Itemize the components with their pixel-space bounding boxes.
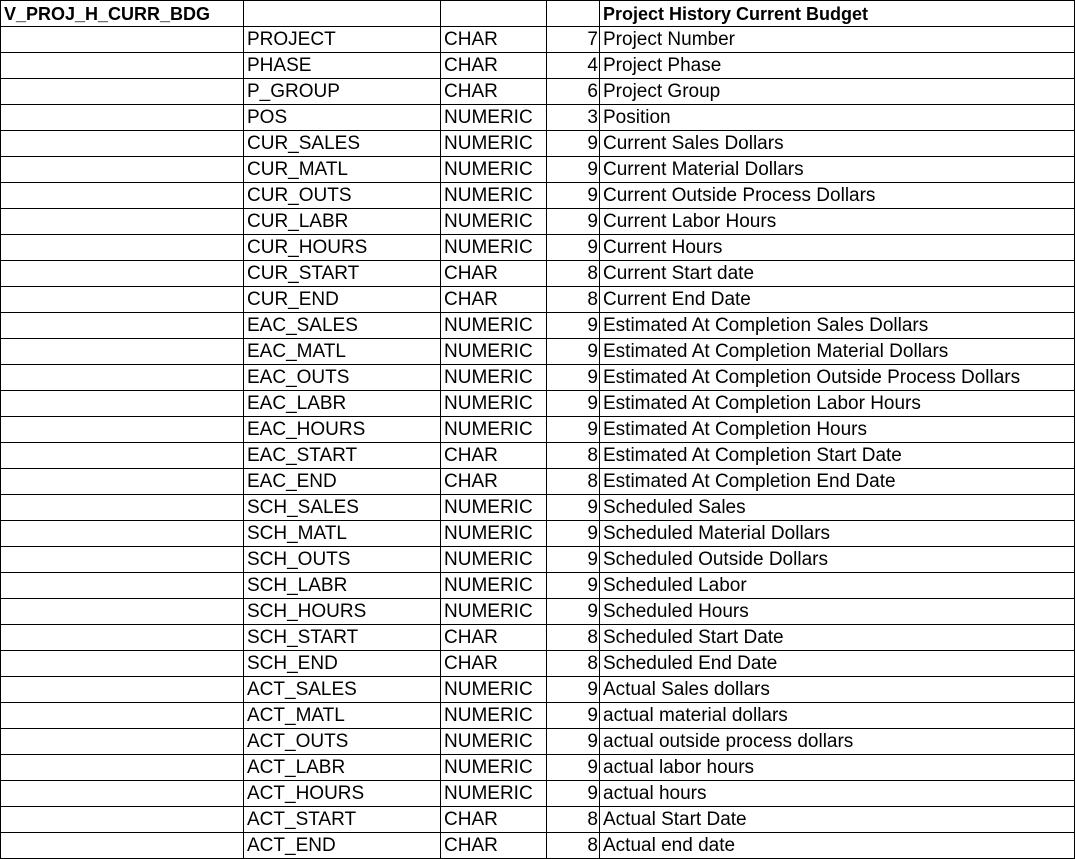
field-length-cell[interactable]: 9 — [547, 495, 600, 521]
field-name-cell[interactable]: ACT_SALES — [244, 677, 441, 703]
empty-cell[interactable] — [244, 1, 441, 27]
field-length-cell[interactable]: 9 — [547, 599, 600, 625]
table-row — [1, 547, 1075, 573]
field-length-cell[interactable]: 8 — [547, 625, 600, 651]
table-row — [1, 807, 1075, 833]
field-description-cell[interactable]: Scheduled End Date — [600, 651, 1075, 677]
field-type-cell[interactable]: NUMERIC — [441, 521, 547, 547]
field-name-cell[interactable]: CUR_START — [244, 261, 441, 287]
field-name-cell[interactable]: SCH_MATL — [244, 521, 441, 547]
field-type-cell[interactable]: NUMERIC — [441, 417, 547, 443]
field-type-cell[interactable]: CHAR — [441, 833, 547, 859]
field-description-cell[interactable]: Actual Start Date — [600, 807, 1075, 833]
field-name-cell[interactable]: SCH_END — [244, 651, 441, 677]
table-row — [1, 729, 1075, 755]
field-type-cell[interactable]: NUMERIC — [441, 105, 547, 131]
field-description-cell[interactable]: Current Outside Process Dollars — [600, 183, 1075, 209]
empty-cell[interactable] — [1, 339, 244, 365]
table-row — [1, 651, 1075, 677]
field-type-cell[interactable]: NUMERIC — [441, 729, 547, 755]
field-description-cell[interactable]: Project Number — [600, 27, 1075, 53]
field-length-cell[interactable]: 9 — [547, 235, 600, 261]
table-row — [1, 209, 1075, 235]
field-type-cell[interactable]: NUMERIC — [441, 365, 547, 391]
table-row — [1, 781, 1075, 807]
empty-cell[interactable] — [1, 313, 244, 339]
table-row — [1, 365, 1075, 391]
table-row — [1, 833, 1075, 859]
table-row — [1, 417, 1075, 443]
field-type-cell[interactable]: CHAR — [441, 469, 547, 495]
table-row — [1, 755, 1075, 781]
table-row — [1, 677, 1075, 703]
field-type-cell[interactable]: CHAR — [441, 287, 547, 313]
field-description-cell[interactable]: Actual Sales dollars — [600, 677, 1075, 703]
table-row — [1, 625, 1075, 651]
field-length-cell[interactable]: 9 — [547, 131, 600, 157]
field-type-cell[interactable]: NUMERIC — [441, 781, 547, 807]
field-name-cell[interactable]: SCH_LABR — [244, 573, 441, 599]
field-name-cell[interactable]: ACT_HOURS — [244, 781, 441, 807]
empty-cell[interactable] — [1, 781, 244, 807]
field-description-cell[interactable]: Scheduled Sales — [600, 495, 1075, 521]
field-type-cell[interactable]: NUMERIC — [441, 599, 547, 625]
field-description-cell[interactable]: Estimated At Completion Hours — [600, 417, 1075, 443]
empty-cell[interactable] — [1, 599, 244, 625]
field-name-cell[interactable]: CUR_SALES — [244, 131, 441, 157]
empty-cell[interactable] — [1, 547, 244, 573]
table-row — [1, 27, 1075, 53]
empty-cell[interactable] — [1, 79, 244, 105]
field-type-cell[interactable]: CHAR — [441, 261, 547, 287]
field-length-cell[interactable]: 9 — [547, 209, 600, 235]
table-row — [1, 79, 1075, 105]
empty-cell[interactable] — [1, 755, 244, 781]
field-type-cell[interactable]: CHAR — [441, 443, 547, 469]
field-type-cell[interactable]: NUMERIC — [441, 677, 547, 703]
field-length-cell[interactable]: 3 — [547, 105, 600, 131]
table-row — [1, 573, 1075, 599]
field-description-cell[interactable]: actual material dollars — [600, 703, 1075, 729]
table-name-cell[interactable]: V_PROJ_H_CURR_BDG — [1, 1, 244, 27]
field-type-cell[interactable]: CHAR — [441, 807, 547, 833]
field-name-cell[interactable]: CUR_HOURS — [244, 235, 441, 261]
field-length-cell[interactable]: 9 — [547, 313, 600, 339]
table-row — [1, 313, 1075, 339]
empty-cell[interactable] — [1, 729, 244, 755]
field-name-cell[interactable]: EAC_END — [244, 469, 441, 495]
table-row — [1, 443, 1075, 469]
empty-cell[interactable] — [547, 1, 600, 27]
field-type-cell[interactable]: NUMERIC — [441, 183, 547, 209]
field-type-cell[interactable]: CHAR — [441, 27, 547, 53]
field-type-cell[interactable]: NUMERIC — [441, 209, 547, 235]
field-description-cell[interactable]: Current End Date — [600, 287, 1075, 313]
empty-cell[interactable] — [1, 469, 244, 495]
field-description-cell[interactable]: actual hours — [600, 781, 1075, 807]
field-name-cell[interactable]: PROJECT — [244, 27, 441, 53]
field-type-cell[interactable]: CHAR — [441, 53, 547, 79]
field-name-cell[interactable]: ACT_MATL — [244, 703, 441, 729]
field-type-cell[interactable]: NUMERIC — [441, 235, 547, 261]
field-type-cell[interactable]: NUMERIC — [441, 755, 547, 781]
empty-cell[interactable] — [441, 1, 547, 27]
field-description-cell[interactable]: Current Material Dollars — [600, 157, 1075, 183]
empty-cell[interactable] — [1, 365, 244, 391]
table-row — [1, 157, 1075, 183]
field-type-cell[interactable]: CHAR — [441, 625, 547, 651]
field-length-cell[interactable]: 9 — [547, 703, 600, 729]
field-type-cell[interactable]: NUMERIC — [441, 157, 547, 183]
field-length-cell[interactable]: 9 — [547, 573, 600, 599]
field-description-cell[interactable]: Scheduled Material Dollars — [600, 521, 1075, 547]
empty-cell[interactable] — [1, 443, 244, 469]
table-row — [1, 53, 1075, 79]
empty-cell[interactable] — [1, 677, 244, 703]
field-type-cell[interactable]: NUMERIC — [441, 313, 547, 339]
field-description-cell[interactable]: Estimated At Completion Labor Hours — [600, 391, 1075, 417]
field-description-cell[interactable]: Estimated At Completion Material Dollars — [600, 339, 1075, 365]
field-length-cell[interactable]: 8 — [547, 807, 600, 833]
field-name-cell[interactable]: SCH_HOURS — [244, 599, 441, 625]
field-name-cell[interactable]: ACT_END — [244, 833, 441, 859]
table-row — [1, 339, 1075, 365]
field-name-cell[interactable]: EAC_MATL — [244, 339, 441, 365]
empty-cell[interactable] — [1, 27, 244, 53]
field-name-cell[interactable]: EAC_OUTS — [244, 365, 441, 391]
field-length-cell[interactable]: 8 — [547, 651, 600, 677]
empty-cell[interactable] — [1, 521, 244, 547]
empty-cell[interactable] — [1, 391, 244, 417]
table-row — [1, 469, 1075, 495]
field-description-cell[interactable]: actual outside process dollars — [600, 729, 1075, 755]
field-name-cell[interactable]: EAC_SALES — [244, 313, 441, 339]
field-length-cell[interactable]: 9 — [547, 781, 600, 807]
field-length-cell[interactable]: 9 — [547, 183, 600, 209]
field-name-cell[interactable]: CUR_OUTS — [244, 183, 441, 209]
field-description-cell[interactable]: actual labor hours — [600, 755, 1075, 781]
field-type-cell[interactable]: NUMERIC — [441, 703, 547, 729]
field-type-cell[interactable]: NUMERIC — [441, 573, 547, 599]
field-type-cell[interactable]: NUMERIC — [441, 391, 547, 417]
field-name-cell[interactable]: ACT_START — [244, 807, 441, 833]
table-row — [1, 599, 1075, 625]
field-length-cell[interactable]: 9 — [547, 677, 600, 703]
empty-cell[interactable] — [1, 261, 244, 287]
empty-cell[interactable] — [1, 833, 244, 859]
field-description-cell[interactable]: Scheduled Hours — [600, 599, 1075, 625]
field-name-cell[interactable]: P_GROUP — [244, 79, 441, 105]
field-name-cell[interactable]: ACT_LABR — [244, 755, 441, 781]
field-type-cell[interactable]: CHAR — [441, 79, 547, 105]
empty-cell[interactable] — [1, 131, 244, 157]
field-length-cell[interactable]: 9 — [547, 521, 600, 547]
field-name-cell[interactable]: CUR_MATL — [244, 157, 441, 183]
empty-cell[interactable] — [1, 651, 244, 677]
field-name-cell[interactable]: SCH_OUTS — [244, 547, 441, 573]
field-type-cell[interactable]: NUMERIC — [441, 495, 547, 521]
field-length-cell[interactable]: 9 — [547, 157, 600, 183]
empty-cell[interactable] — [1, 157, 244, 183]
field-name-cell[interactable]: SCH_START — [244, 625, 441, 651]
table-row — [1, 235, 1075, 261]
empty-cell[interactable] — [1, 287, 244, 313]
table-row — [1, 131, 1075, 157]
field-description-cell[interactable]: Scheduled Labor — [600, 573, 1075, 599]
table-row — [1, 261, 1075, 287]
field-type-cell[interactable]: NUMERIC — [441, 339, 547, 365]
field-name-cell[interactable]: PHASE — [244, 53, 441, 79]
empty-cell[interactable] — [1, 625, 244, 651]
field-length-cell[interactable]: 8 — [547, 261, 600, 287]
field-description-cell[interactable]: Estimated At Completion Start Date — [600, 443, 1075, 469]
empty-cell[interactable] — [1, 209, 244, 235]
table-row — [1, 287, 1075, 313]
field-description-cell[interactable]: Current Labor Hours — [600, 209, 1075, 235]
empty-cell[interactable] — [1, 573, 244, 599]
field-description-cell[interactable]: Current Hours — [600, 235, 1075, 261]
field-length-cell[interactable]: 9 — [547, 547, 600, 573]
field-length-cell[interactable]: 9 — [547, 755, 600, 781]
field-name-cell[interactable]: CUR_END — [244, 287, 441, 313]
table-title-cell[interactable]: Project History Current Budget — [600, 1, 1075, 27]
field-length-cell[interactable]: 9 — [547, 339, 600, 365]
field-length-cell[interactable]: 9 — [547, 365, 600, 391]
table-row — [1, 521, 1075, 547]
field-description-cell[interactable]: Project Group — [600, 79, 1075, 105]
header-row — [1, 1, 1075, 27]
table-row — [1, 703, 1075, 729]
field-description-cell[interactable]: Project Phase — [600, 53, 1075, 79]
empty-cell[interactable] — [1, 183, 244, 209]
field-description-cell[interactable]: Estimated At Completion Outside Process Dollars — [600, 365, 1075, 391]
empty-cell[interactable] — [1, 495, 244, 521]
field-length-cell[interactable]: 6 — [547, 79, 600, 105]
table-row — [1, 391, 1075, 417]
field-name-cell[interactable]: POS — [244, 105, 441, 131]
field-length-cell[interactable]: 9 — [547, 417, 600, 443]
field-name-cell[interactable]: SCH_SALES — [244, 495, 441, 521]
field-name-cell[interactable]: EAC_HOURS — [244, 417, 441, 443]
field-description-cell[interactable]: Current Sales Dollars — [600, 131, 1075, 157]
field-type-cell[interactable]: NUMERIC — [441, 131, 547, 157]
field-description-cell[interactable]: Position — [600, 105, 1075, 131]
field-description-cell[interactable]: Estimated At Completion Sales Dollars — [600, 313, 1075, 339]
field-type-cell[interactable]: CHAR — [441, 651, 547, 677]
field-length-cell[interactable]: 8 — [547, 287, 600, 313]
field-description-cell[interactable]: Scheduled Outside Dollars — [600, 547, 1075, 573]
empty-cell[interactable] — [1, 807, 244, 833]
field-length-cell[interactable]: 8 — [547, 469, 600, 495]
empty-cell[interactable] — [1, 703, 244, 729]
table-body — [1, 1, 1075, 859]
field-name-cell[interactable]: ACT_OUTS — [244, 729, 441, 755]
field-length-cell[interactable]: 8 — [547, 443, 600, 469]
field-length-cell[interactable]: 7 — [547, 27, 600, 53]
empty-cell[interactable] — [1, 235, 244, 261]
field-description-cell[interactable]: Actual end date — [600, 833, 1075, 859]
field-length-cell[interactable]: 9 — [547, 729, 600, 755]
table-row — [1, 495, 1075, 521]
field-name-cell[interactable]: EAC_LABR — [244, 391, 441, 417]
field-length-cell[interactable]: 4 — [547, 53, 600, 79]
field-name-cell[interactable]: EAC_START — [244, 443, 441, 469]
empty-cell[interactable] — [1, 105, 244, 131]
field-length-cell[interactable]: 9 — [547, 391, 600, 417]
field-description-cell[interactable]: Scheduled Start Date — [600, 625, 1075, 651]
table-row — [1, 105, 1075, 131]
field-length-cell[interactable]: 8 — [547, 833, 600, 859]
field-name-cell[interactable]: CUR_LABR — [244, 209, 441, 235]
field-description-cell[interactable]: Estimated At Completion End Date — [600, 469, 1075, 495]
table-row — [1, 183, 1075, 209]
field-description-cell[interactable]: Current Start date — [600, 261, 1075, 287]
field-type-cell[interactable]: NUMERIC — [441, 547, 547, 573]
empty-cell[interactable] — [1, 53, 244, 79]
empty-cell[interactable] — [1, 417, 244, 443]
